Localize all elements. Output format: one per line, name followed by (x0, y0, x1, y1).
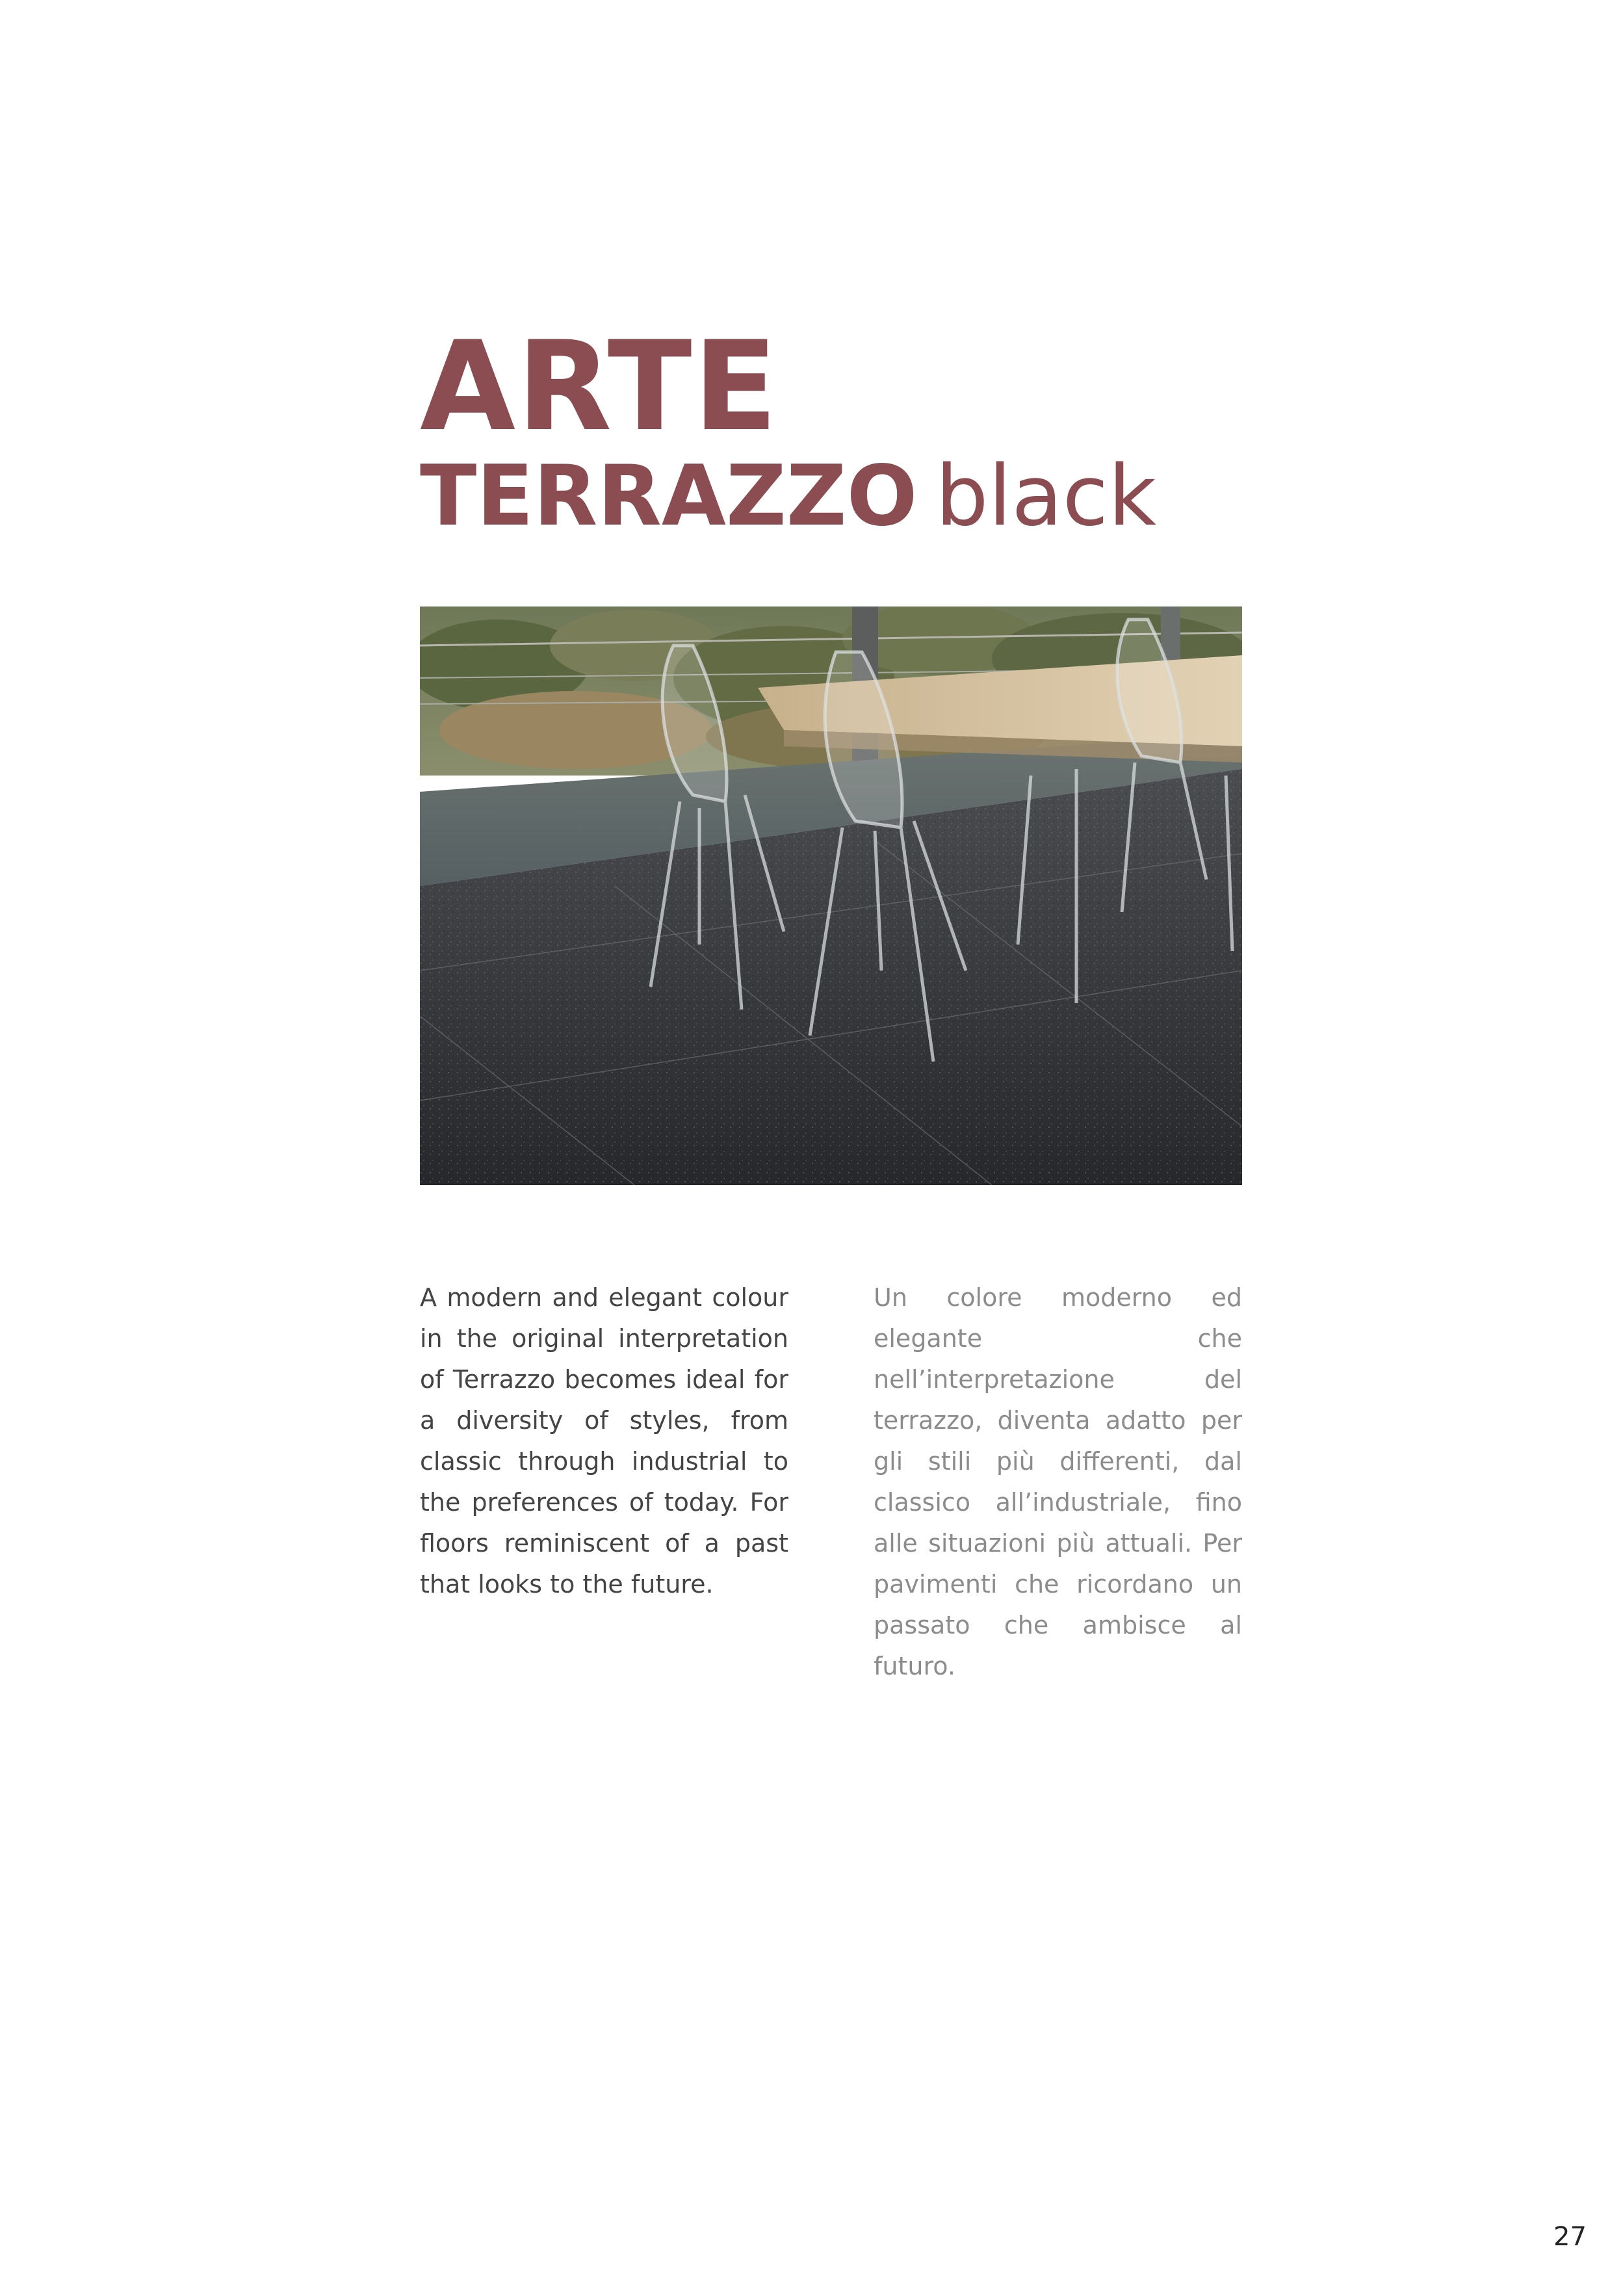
product-subtitle-light: black (935, 448, 1157, 545)
product-photo (420, 607, 1242, 1185)
product-subtitle (420, 448, 1157, 545)
terrazzo-floor-scene (420, 607, 1242, 1185)
page-number: 27 (1553, 2222, 1587, 2252)
product-subtitle-bold: TERRAZZO (420, 448, 918, 545)
description-italian: Un colore moderno ed elegante che nell’interpretazione del terrazzo, diventa adatto per gli stili più differenti, dal classico all’industriale, fino alle situazioni più attuali. Per pavimenti che ricordano un passato che ambisce al futuro. (874, 1283, 1242, 1680)
description-english: A modern and elegant colour in the original interpretation of Terrazzo becomes ideal for a diversity of styles, from classic through industrial to the preferences of today. For floors reminiscent of a past that looks to the future. (420, 1283, 788, 1598)
product-title: ARTE (420, 315, 779, 458)
